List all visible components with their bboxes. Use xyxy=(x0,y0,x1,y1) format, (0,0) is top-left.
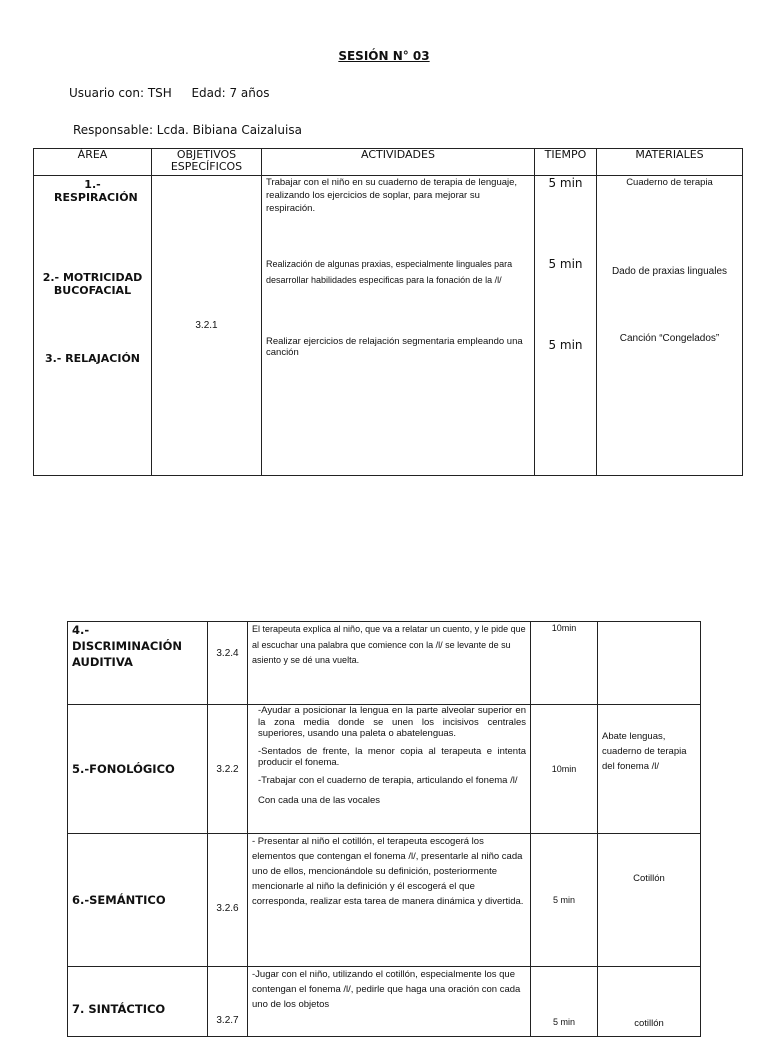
table-row xyxy=(68,705,701,834)
materials-cell xyxy=(597,176,743,476)
activity-text: -Jugar con el niño, utilizando el cotillón, especialmente los que contengan el fonema /l/, pedirle que haga una oración con cada uno de los objetos xyxy=(252,969,521,1010)
area-sintactico: 7. SINTÁCTICO xyxy=(72,1002,166,1016)
objective-code: 3.2.2 xyxy=(216,763,239,775)
material-3: Canción “Congelados” xyxy=(619,333,720,344)
area-cell xyxy=(68,622,208,705)
activities-cell xyxy=(248,705,531,834)
session-table-1 xyxy=(33,148,743,476)
area-fonologico: 5.-FONOLÓGICO xyxy=(72,762,175,776)
time-2: 5 min xyxy=(548,257,583,271)
header-activities: ACTIVIDADES xyxy=(262,149,535,176)
session-title: SESIÓN N° 03 xyxy=(338,49,430,63)
material-1: Cuaderno de terapia xyxy=(626,177,713,188)
area-cell xyxy=(68,834,208,967)
time-cell xyxy=(535,176,597,476)
area-respiracion: 1.- RESPIRACIÓN xyxy=(54,178,138,204)
objective-code: 3.2.1 xyxy=(195,320,218,331)
materials-value: Cotillón xyxy=(633,873,665,884)
objective-cell xyxy=(152,176,262,476)
objective-code: 3.2.7 xyxy=(216,1015,239,1026)
header-materials: MATERIALES xyxy=(597,149,743,176)
activities-cell xyxy=(248,967,531,1037)
materials-value: cotillón xyxy=(634,1018,664,1029)
user-info xyxy=(69,86,269,100)
area-discriminacion: 4.- DISCRIMINACIÓN AUDITIVA xyxy=(72,623,183,669)
objective-code: 3.2.6 xyxy=(216,903,239,914)
activities-cell xyxy=(248,622,531,705)
header-time: TIEMPO xyxy=(535,149,597,176)
time-1: 5 min xyxy=(548,176,583,190)
time-cell xyxy=(531,622,598,705)
table-row xyxy=(68,622,701,705)
activity-text: El terapeuta explica al niño, que va a relatar un cuento, y le pide que al escuchar una palabra que comience con la /l/ se levante de su asiento y se dé una vuelta. xyxy=(252,624,526,665)
table-row xyxy=(68,967,701,1037)
objective-cell xyxy=(208,705,248,834)
materials-cell xyxy=(598,705,701,834)
activity-text: -Sentados de frente, la menor copia al terapeuta e intenta producir el fonema. xyxy=(258,745,526,768)
area-cell xyxy=(68,967,208,1037)
materials-value: Abate lenguas, cuaderno de terapia del fonema /l/ xyxy=(602,731,687,772)
time-cell xyxy=(531,705,598,834)
material-2: Dado de praxias linguales xyxy=(611,266,728,277)
time-3: 5 min xyxy=(548,338,583,352)
area-semantico: 6.-SEMÁNTICO xyxy=(72,893,166,907)
table-row xyxy=(68,834,701,967)
time-value: 10min xyxy=(551,623,577,633)
activity-1: Trabajar con el niño en su cuaderno de terapia de lenguaje, realizando los ejercicios de soplar, para mejorar su respiración. xyxy=(266,177,518,214)
time-value: 5 min xyxy=(552,895,575,905)
activity-3: Realizar ejercicios de relajación segmentaria empleando una canción xyxy=(266,336,523,358)
user-label: Usuario con: TSH xyxy=(69,86,172,100)
area-cell xyxy=(68,705,208,834)
objective-cell xyxy=(208,834,248,967)
activities-cell xyxy=(248,834,531,967)
responsible-label: Responsable: Lcda. Bibiana Caizaluisa xyxy=(73,123,302,137)
table-header-row xyxy=(34,149,743,176)
header-area: ÁREA xyxy=(34,149,152,176)
materials-cell xyxy=(598,622,701,705)
activity-text: -Trabajar con el cuaderno de terapia, articulando el fonema /l/ xyxy=(258,774,518,786)
activity-2: Realización de algunas praxias, especialmente linguales para desarrollar habilidades especificas para la fonación de la /l/ xyxy=(266,259,513,285)
time-value: 5 min xyxy=(552,1017,575,1027)
objective-code: 3.2.4 xyxy=(216,648,239,659)
age-label: Edad: 7 años xyxy=(191,86,270,100)
objective-cell xyxy=(208,622,248,705)
materials-cell xyxy=(598,967,701,1037)
activity-text: Con cada una de las vocales xyxy=(258,795,380,806)
session-table-2 xyxy=(67,621,701,1037)
materials-cell xyxy=(598,834,701,967)
objective-cell xyxy=(208,967,248,1037)
area-relajacion: 3.- RELAJACIÓN xyxy=(44,352,141,365)
header-objectives: OBJETIVOS ESPECÍFICOS xyxy=(152,149,262,176)
area-cell xyxy=(34,176,152,476)
activities-cell xyxy=(262,176,535,476)
activity-text: -Ayudar a posicionar la lengua en la parte alveolar superior en la zona media donde se unen los incisivos centrales superiores, usando una paleta o abatelenguas. xyxy=(258,705,526,739)
time-cell xyxy=(531,967,598,1037)
time-value: 10min xyxy=(551,764,577,774)
area-motricidad: 2.- MOTRICIDAD BUCOFACIAL xyxy=(42,271,143,297)
activity-text: - Presentar al niño el cotillón, el terapeuta escogerá los elementos que contengan el fonema /l/, presentarle al niño cada uno de ellos, mencionándole su definición, posteriormente mencionarle al niño la definición y él escogerá el que corresponda, realizar esta tarea de manera dinámica y divertida. xyxy=(252,836,524,907)
table-row xyxy=(34,176,743,476)
time-cell xyxy=(531,834,598,967)
